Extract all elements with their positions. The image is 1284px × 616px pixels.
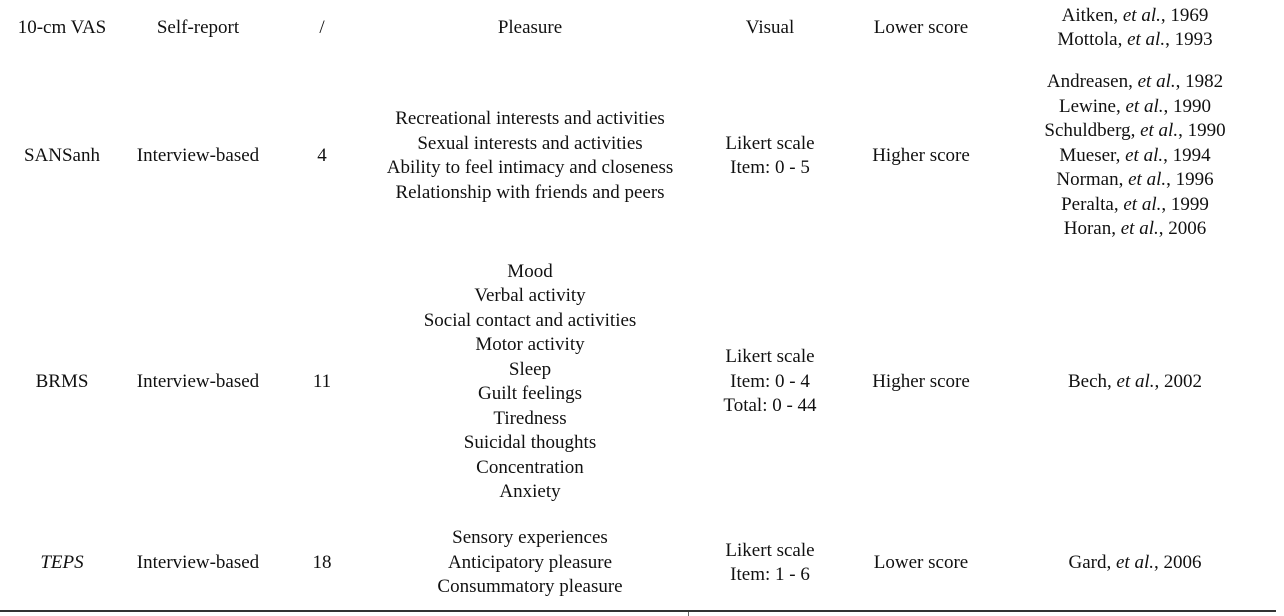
items-cell bbox=[292, 56, 352, 256]
method-text: Interview-based bbox=[136, 551, 260, 573]
method-cell bbox=[128, 0, 268, 56]
direction-cell bbox=[850, 526, 992, 600]
ref-author: Bech, bbox=[1067, 370, 1112, 392]
table-bottom-rule bbox=[0, 610, 1276, 612]
method-cell bbox=[128, 256, 268, 508]
reference bbox=[1069, 551, 1202, 576]
ref-etal: et al. bbox=[1140, 120, 1179, 142]
items-cell bbox=[292, 0, 352, 56]
ref-year: , 1969 bbox=[1160, 4, 1209, 26]
domain-item: Consummatory pleasure bbox=[437, 576, 623, 598]
direction-text: Higher score bbox=[872, 144, 970, 166]
ref-etal: et al. bbox=[1123, 193, 1162, 215]
ref-etal: et al. bbox=[1128, 169, 1167, 191]
ref-year: , 1996 bbox=[1166, 169, 1214, 191]
domain-item: Pleasure bbox=[497, 16, 563, 38]
domain-item: Tiredness bbox=[493, 407, 567, 429]
items-cell bbox=[292, 256, 352, 508]
items-cell bbox=[292, 526, 352, 600]
items-count: 11 bbox=[312, 370, 332, 392]
domains-cell bbox=[360, 256, 700, 508]
table-row bbox=[0, 256, 1284, 508]
domain-item: Anxiety bbox=[499, 481, 561, 502]
domains-cell bbox=[360, 0, 700, 56]
format-cell bbox=[700, 0, 840, 56]
domain-item: Sexual interests and activities bbox=[417, 132, 643, 154]
ref-etal: et al. bbox=[1127, 29, 1166, 50]
domain-item: Motor activity bbox=[475, 334, 585, 355]
format-line: Item: 0 - 4 bbox=[730, 370, 810, 392]
reference bbox=[1064, 217, 1206, 242]
format-cell bbox=[700, 56, 840, 256]
scale-name: SANSanh bbox=[23, 144, 100, 166]
ref-etal: et al. bbox=[1120, 218, 1159, 240]
domain-item: Ability to feel intimacy and closeness bbox=[386, 157, 674, 178]
reference bbox=[1056, 168, 1213, 193]
ref-author: Aitken, bbox=[1061, 4, 1119, 26]
ref-year: , 1990 bbox=[1163, 95, 1211, 117]
ref-author: Peralta, bbox=[1061, 193, 1119, 215]
method-cell bbox=[128, 526, 268, 600]
ref-author: Andreasen, bbox=[1046, 71, 1133, 93]
ref-etal: et al. bbox=[1125, 144, 1164, 166]
scale-cell bbox=[2, 56, 122, 256]
domain-item: Mood bbox=[507, 260, 553, 282]
scale-cell bbox=[2, 0, 122, 56]
reference bbox=[1059, 95, 1211, 120]
ref-year: , 1999 bbox=[1161, 193, 1209, 215]
ref-year: , 1993 bbox=[1165, 29, 1213, 50]
scale-name: TEPS bbox=[40, 551, 84, 573]
ref-etal: et al. bbox=[1116, 370, 1155, 392]
items-count: 18 bbox=[312, 551, 332, 573]
method-text: Self-report bbox=[156, 16, 240, 38]
ref-etal: et al. bbox=[1122, 4, 1161, 26]
table-row bbox=[0, 0, 1284, 56]
references-cell bbox=[1000, 256, 1270, 508]
table-row bbox=[0, 56, 1284, 256]
direction-text: Lower score bbox=[873, 551, 969, 573]
format-line: Item: 1 - 6 bbox=[730, 564, 810, 585]
reference bbox=[1047, 70, 1223, 95]
domains-cell bbox=[360, 56, 700, 256]
domain-item: Social contact and activities bbox=[423, 309, 637, 331]
ref-author: Horan, bbox=[1063, 218, 1116, 240]
ref-author: Mottola, bbox=[1057, 29, 1123, 50]
reference bbox=[1068, 370, 1202, 395]
direction-cell bbox=[850, 56, 992, 256]
scale-name: 10-cm VAS bbox=[17, 16, 107, 38]
reference bbox=[1059, 144, 1210, 169]
ref-etal: et al. bbox=[1115, 551, 1154, 573]
references-cell bbox=[1000, 56, 1270, 256]
ref-year: , 2006 bbox=[1153, 551, 1202, 573]
direction-text: Lower score bbox=[873, 16, 969, 38]
scale-cell bbox=[2, 256, 122, 508]
domains-cell bbox=[360, 526, 700, 600]
ref-author: Gard, bbox=[1068, 551, 1112, 573]
format-cell bbox=[700, 256, 840, 508]
direction-text: Higher score bbox=[872, 370, 970, 392]
domain-item: Sensory experiences bbox=[452, 527, 608, 549]
format-line: Likert scale bbox=[725, 539, 815, 561]
ref-etal: et al. bbox=[1125, 95, 1164, 117]
ref-author: Schuldberg, bbox=[1044, 120, 1136, 142]
domain-item: Recreational interests and activities bbox=[395, 108, 665, 129]
format-line: Item: 0 - 5 bbox=[730, 157, 810, 178]
ref-author: Norman, bbox=[1056, 169, 1124, 191]
ref-etal: et al. bbox=[1137, 71, 1176, 93]
reference bbox=[1057, 28, 1212, 53]
references-cell bbox=[1000, 0, 1270, 56]
domain-item: Verbal activity bbox=[474, 285, 586, 306]
domain-item: Relationship with friends and peers bbox=[395, 181, 665, 203]
reference bbox=[1044, 119, 1225, 144]
ref-year: , 2002 bbox=[1154, 370, 1203, 392]
domain-item: Suicidal thoughts bbox=[463, 432, 597, 453]
references-cell bbox=[1000, 526, 1270, 600]
scale-name: BRMS bbox=[35, 370, 89, 392]
column-tick bbox=[688, 612, 689, 616]
format-line: Total: 0 - 44 bbox=[723, 395, 817, 417]
table-row bbox=[0, 526, 1284, 600]
domain-item: Sleep bbox=[508, 358, 552, 380]
direction-cell bbox=[850, 0, 992, 56]
ref-year: , 1982 bbox=[1175, 71, 1224, 93]
format-line: Likert scale bbox=[725, 346, 815, 368]
reference bbox=[1062, 4, 1209, 29]
method-cell bbox=[128, 56, 268, 256]
domain-item: Anticipatory pleasure bbox=[447, 551, 613, 573]
method-text: Interview-based bbox=[136, 144, 260, 166]
items-count: / bbox=[319, 16, 325, 38]
format-line: Visual bbox=[745, 16, 795, 38]
format-line: Likert scale bbox=[725, 132, 815, 154]
ref-author: Mueser, bbox=[1059, 144, 1121, 166]
direction-cell bbox=[850, 256, 992, 508]
ref-author: Lewine, bbox=[1059, 95, 1121, 117]
reference bbox=[1061, 193, 1209, 218]
domain-item: Concentration bbox=[476, 456, 584, 478]
scale-cell bbox=[2, 526, 122, 600]
ref-year: , 2006 bbox=[1158, 218, 1207, 240]
method-text: Interview-based bbox=[136, 370, 260, 392]
format-cell bbox=[700, 526, 840, 600]
ref-year: , 1994 bbox=[1163, 144, 1211, 166]
ref-year: , 1990 bbox=[1178, 120, 1226, 142]
items-count: 4 bbox=[317, 144, 327, 166]
domain-item: Guilt feelings bbox=[478, 383, 582, 404]
